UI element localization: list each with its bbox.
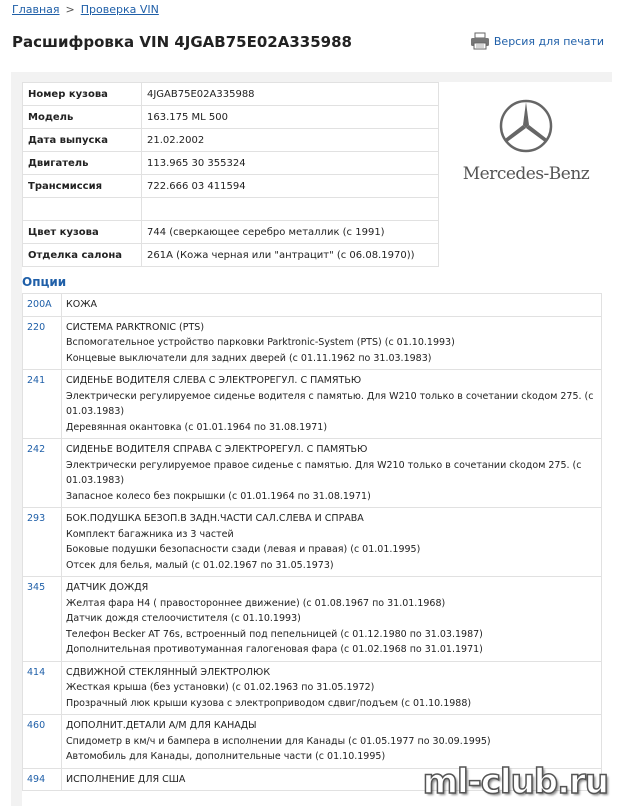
vehicle-info-value: 4JGAB75E02A335988 (142, 83, 439, 106)
option-description (62, 294, 602, 317)
option-detail-line: Боковые подушки безопасности сзади (левая и правая) (с 01.01.1995) (66, 544, 421, 555)
printer-icon (470, 32, 490, 50)
option-row (23, 439, 602, 508)
breadcrumb-current-link[interactable]: Проверка VIN (80, 3, 159, 16)
option-detail-line: Автомобиль для Канады, дополнительные части (с 01.10.1995) (66, 751, 386, 762)
option-detail-line: Электрически регулируемое правое сиденье с памятью. Для W210 только в сочетании сkодом 275. (с 01.03.1983) (66, 459, 582, 486)
vehicle-info-value: 722.666 03 411594 (142, 175, 439, 198)
option-detail-line: Датчик дождя стелоочистителя (с 01.10.1993) (66, 613, 301, 624)
option-title: СДВИЖНОЙ СТЕКЛЯННЫЙ ЭЛЕКТРОЛЮК (66, 666, 271, 678)
page-title: Расшифровка VIN 4JGAB75E02A335988 (12, 33, 352, 51)
print-version-label: Версия для печати (493, 34, 604, 48)
option-code[interactable]: 345 (23, 577, 62, 662)
vehicle-info-value (142, 198, 439, 221)
brand-logo-text: Mercedes-Benz (462, 164, 590, 184)
option-detail-line: Дополнительная противотуманная галогеновая фара (с 01.02.1968 по 31.01.1971) (66, 644, 483, 655)
vehicle-info-row (23, 152, 439, 175)
option-detail-line: Отсек для белья, малый (с 01.02.1967 по 31.05.1973) (66, 559, 334, 571)
option-code[interactable]: 200A (23, 294, 62, 317)
option-detail-line: Комплект багажника из 3 частей (66, 528, 234, 540)
vehicle-info-value: 21.02.2002 (142, 129, 439, 152)
option-title: ДОПОЛНИТ.ДЕТАЛИ А/М ДЛЯ КАНАДЫ (66, 720, 257, 731)
option-row (23, 316, 602, 370)
vehicle-info-value: 163.175 ML 500 (142, 106, 439, 129)
option-code[interactable]: 494 (23, 768, 62, 791)
vehicle-info-table (22, 82, 439, 267)
vehicle-info-label: Цвет кузова (23, 221, 142, 244)
option-row (23, 577, 602, 662)
option-title: БОК.ПОДУШКА БЕЗОП.В ЗАДН.ЧАСТИ САЛ.СЛЕВА И СПРАВА (66, 513, 364, 524)
option-description (62, 316, 602, 370)
options-heading: Опции (22, 275, 67, 289)
vehicle-info-row (23, 175, 439, 198)
vehicle-info-label: Трансмиссия (23, 175, 142, 198)
breadcrumb (12, 3, 159, 16)
vehicle-info-value: 261A (Кожа черная или "антрацит" (с 06.08.1970)) (142, 244, 439, 267)
vehicle-info-label: Двигатель (23, 152, 142, 175)
option-detail-line: Вспомогательное устройство парковки Parktronic-System (PTS) (с 01.10.1993) (66, 337, 455, 348)
option-detail-line: Запасное колесо без покрышки (с 01.01.1964 по 31.08.1971) (66, 490, 371, 502)
option-detail-line: Деревянная окантовка (с 01.01.1964 по 31.08.1971) (66, 421, 328, 433)
option-code[interactable]: 242 (23, 439, 62, 508)
option-row (23, 715, 602, 769)
vehicle-info-value: 113.965 30 355324 (142, 152, 439, 175)
option-title: СИДЕНЬЕ ВОДИТЕЛЯ СЛЕВА С ЭЛЕКТРОРЕГУЛ. С ПАМЯТЬЮ (66, 375, 362, 386)
vehicle-info-value: 744 (сверкающее серебро металлик (с 1991) (142, 221, 439, 244)
option-code[interactable]: 220 (23, 316, 62, 370)
option-description (62, 439, 602, 508)
option-title: ДАТЧИК ДОЖДЯ (66, 582, 149, 593)
option-description (62, 661, 602, 715)
brand-logo (446, 98, 606, 184)
option-row (23, 370, 602, 439)
option-description (62, 508, 602, 577)
mercedes-star-icon (498, 98, 554, 154)
vehicle-info-label: Отделка салона (23, 244, 142, 267)
option-description (62, 715, 602, 769)
option-detail-line: Спидометр в км/ч и бампера в исполнении для Канады (с 01.05.1977 по 30.09.1995) (66, 735, 491, 747)
print-version-link[interactable] (470, 32, 604, 50)
vehicle-info-row (23, 244, 439, 267)
option-code[interactable]: 414 (23, 661, 62, 715)
vehicle-info-row (23, 106, 439, 129)
watermark: ml-club.ru (422, 762, 608, 802)
option-code[interactable]: 293 (23, 508, 62, 577)
option-code[interactable]: 460 (23, 715, 62, 769)
option-title: КОЖА (66, 299, 97, 310)
option-title: СИСТЕМА PARKTRONIC (PTS) (66, 321, 205, 333)
options-table (22, 293, 602, 791)
option-description (62, 370, 602, 439)
breadcrumb-separator: > (65, 3, 75, 16)
option-detail-line: Прозрачный люк крыши кузова с электроприводом сдвиг/подъем (с 01.10.1988) (66, 697, 472, 709)
option-row (23, 294, 602, 317)
vehicle-info-label: Номер кузова (23, 83, 142, 106)
vehicle-info-row (23, 83, 439, 106)
breadcrumb-home-link[interactable]: Главная (12, 3, 60, 16)
option-detail-line: Концевые выключатели для задних дверей (с 01.11.1962 по 31.03.1983) (66, 352, 432, 364)
option-detail-line: Жесткая крыша (без установки) (с 01.02.1963 по 31.05.1972) (66, 682, 375, 693)
vehicle-info-label (23, 198, 142, 221)
option-code[interactable]: 241 (23, 370, 62, 439)
vehicle-info-row (23, 198, 439, 221)
option-detail-line: Телефон Becker AT 76s, встроенный под пепельницей (с 01.12.1980 по 31.03.1987) (66, 628, 483, 640)
option-detail-line: Желтая фара H4 ( правостороннее движение) (с 01.08.1967 по 31.01.1968) (66, 597, 446, 609)
option-detail-line: Электрически регулируемое сиденье водителя с памятью. Для W210 только в сочетании сkодом 275. (с 01.03.1983) (66, 390, 594, 417)
option-title: СИДЕНЬЕ ВОДИТЕЛЯ СПРАВА С ЭЛЕКТРОРЕГУЛ. С ПАМЯТЬЮ (66, 444, 368, 455)
vehicle-info-label: Модель (23, 106, 142, 129)
vehicle-info-label: Дата выпуска (23, 129, 142, 152)
option-description (62, 577, 602, 662)
option-row (23, 661, 602, 715)
vehicle-info-row (23, 129, 439, 152)
option-row (23, 508, 602, 577)
option-title: ИСПОЛНЕНИЕ ДЛЯ США (66, 773, 186, 785)
vehicle-info-row (23, 221, 439, 244)
